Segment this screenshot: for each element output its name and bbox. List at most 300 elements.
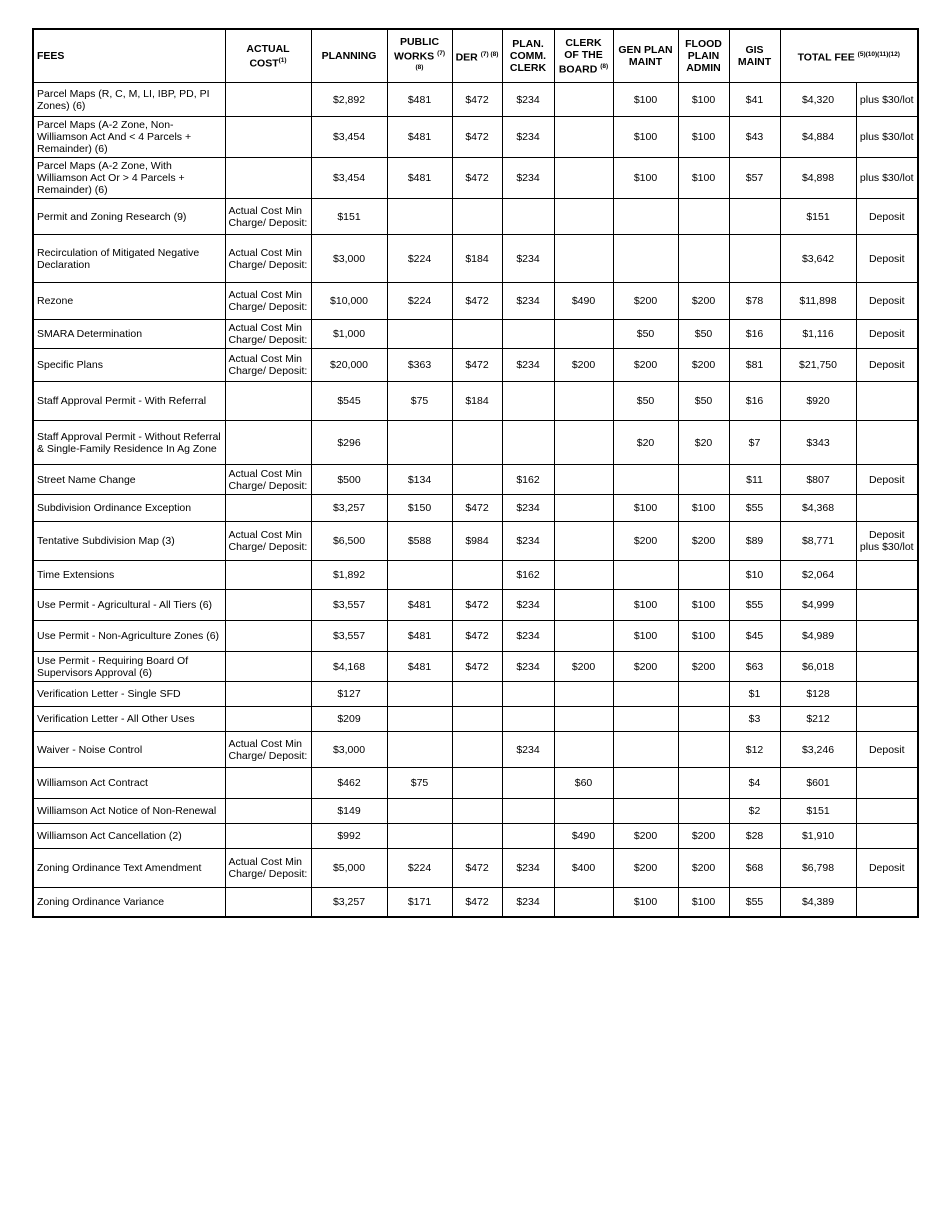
- planning-cell: $545: [311, 382, 387, 421]
- table-row: [33, 349, 918, 382]
- table-row: [33, 117, 918, 158]
- public-works-cell: [387, 320, 452, 349]
- der-cell: $472: [452, 590, 502, 621]
- fee-name-cell: Parcel Maps (A-2 Zone, With Williamson Act Or > 4 Parcels + Remainder) (6): [33, 158, 225, 199]
- actual-cost-cell: [225, 824, 311, 849]
- gis-maint-cell: $16: [729, 320, 780, 349]
- flood-plain-admin-cell: [678, 465, 729, 495]
- actual-cost-cell: [225, 682, 311, 707]
- plan-comm-clerk-cell: [502, 707, 554, 732]
- fee-schedule-table: [32, 28, 919, 918]
- public-works-cell: $171: [387, 888, 452, 917]
- fee-name-cell: Use Permit - Requiring Board Of Supervisors Approval (6): [33, 652, 225, 682]
- gis-maint-cell: $4: [729, 768, 780, 799]
- plan-comm-clerk-cell: $234: [502, 652, 554, 682]
- total-fee-cell: $4,368: [780, 495, 856, 522]
- fee-name-cell: Use Permit - Agricultural - All Tiers (6): [33, 590, 225, 621]
- fee-name-cell: Specific Plans: [33, 349, 225, 382]
- table-row: [33, 283, 918, 320]
- actual-cost-cell: [225, 768, 311, 799]
- public-works-cell: $481: [387, 117, 452, 158]
- flood-plain-admin-cell: [678, 235, 729, 283]
- clerk-of-board-cell: $490: [554, 824, 613, 849]
- gis-maint-cell: $43: [729, 117, 780, 158]
- actual-cost-cell: Actual Cost Min Charge/ Deposit:: [225, 199, 311, 235]
- plan-comm-clerk-cell: $234: [502, 349, 554, 382]
- planning-cell: $3,257: [311, 495, 387, 522]
- actual-cost-cell: [225, 83, 311, 117]
- gis-maint-cell: $11: [729, 465, 780, 495]
- actual-cost-cell: [225, 561, 311, 590]
- clerk-of-board-cell: [554, 421, 613, 465]
- planning-cell: $296: [311, 421, 387, 465]
- fee-name-cell: SMARA Determination: [33, 320, 225, 349]
- actual-cost-cell: Actual Cost Min Charge/ Deposit:: [225, 522, 311, 561]
- total-fee-cell: $3,246: [780, 732, 856, 768]
- plan-comm-clerk-cell: [502, 382, 554, 421]
- public-works-cell: $224: [387, 849, 452, 888]
- plan-comm-clerk-cell: $234: [502, 158, 554, 199]
- flood-plain-admin-cell: $100: [678, 888, 729, 917]
- fee-note-cell: [856, 799, 918, 824]
- planning-cell: $992: [311, 824, 387, 849]
- planning-cell: $6,500: [311, 522, 387, 561]
- public-works-cell: [387, 561, 452, 590]
- total-fee-cell: $807: [780, 465, 856, 495]
- plan-comm-clerk-cell: $234: [502, 495, 554, 522]
- flood-plain-admin-cell: $100: [678, 495, 729, 522]
- clerk-of-board-cell: [554, 732, 613, 768]
- flood-plain-admin-cell: [678, 799, 729, 824]
- gis-maint-cell: $55: [729, 590, 780, 621]
- plan-comm-clerk-cell: $234: [502, 283, 554, 320]
- total-fee-cell: $1,116: [780, 320, 856, 349]
- planning-cell: $151: [311, 199, 387, 235]
- gis-maint-cell: [729, 235, 780, 283]
- gen-plan-maint-cell: [613, 465, 678, 495]
- gen-plan-maint-cell: $100: [613, 83, 678, 117]
- fee-note-cell: [856, 561, 918, 590]
- fee-note-cell: plus $30/lot: [856, 83, 918, 117]
- der-cell: $184: [452, 382, 502, 421]
- public-works-cell: $481: [387, 158, 452, 199]
- gen-plan-maint-cell: $200: [613, 824, 678, 849]
- gen-plan-maint-cell: $200: [613, 849, 678, 888]
- flood-plain-admin-cell: [678, 707, 729, 732]
- flood-plain-admin-cell: $200: [678, 849, 729, 888]
- plan-comm-clerk-cell: $234: [502, 522, 554, 561]
- table-row: [33, 590, 918, 621]
- table-row: [33, 707, 918, 732]
- der-cell: $472: [452, 652, 502, 682]
- clerk-of-board-cell: [554, 522, 613, 561]
- public-works-cell: [387, 421, 452, 465]
- public-works-cell: [387, 824, 452, 849]
- der-cell: [452, 682, 502, 707]
- gis-maint-cell: $1: [729, 682, 780, 707]
- gen-plan-maint-cell: [613, 682, 678, 707]
- actual-cost-cell: Actual Cost Min Charge/ Deposit:: [225, 320, 311, 349]
- flood-plain-admin-cell: $100: [678, 158, 729, 199]
- fee-name-cell: Zoning Ordinance Variance: [33, 888, 225, 917]
- gis-maint-cell: $7: [729, 421, 780, 465]
- planning-cell: $3,557: [311, 621, 387, 652]
- flood-plain-admin-cell: [678, 561, 729, 590]
- gis-maint-cell: $63: [729, 652, 780, 682]
- gis-maint-cell: $68: [729, 849, 780, 888]
- gis-maint-cell: $3: [729, 707, 780, 732]
- clerk-of-board-cell: [554, 117, 613, 158]
- header-flood-plain-admin: FLOOD PLAIN ADMIN: [678, 29, 729, 83]
- total-fee-cell: $6,018: [780, 652, 856, 682]
- public-works-cell: $588: [387, 522, 452, 561]
- actual-cost-cell: [225, 888, 311, 917]
- total-fee-cell: $601: [780, 768, 856, 799]
- table-row: [33, 799, 918, 824]
- clerk-of-board-cell: [554, 561, 613, 590]
- actual-cost-cell: Actual Cost Min Charge/ Deposit:: [225, 235, 311, 283]
- fee-note-cell: Deposit: [856, 849, 918, 888]
- planning-cell: $3,557: [311, 590, 387, 621]
- fee-name-cell: Use Permit - Non-Agriculture Zones (6): [33, 621, 225, 652]
- actual-cost-cell: Actual Cost Min Charge/ Deposit:: [225, 349, 311, 382]
- plan-comm-clerk-cell: [502, 682, 554, 707]
- total-fee-cell: $2,064: [780, 561, 856, 590]
- clerk-of-board-cell: $490: [554, 283, 613, 320]
- gis-maint-cell: $12: [729, 732, 780, 768]
- clerk-of-board-cell: $60: [554, 768, 613, 799]
- table-row: [33, 768, 918, 799]
- gen-plan-maint-cell: $100: [613, 888, 678, 917]
- fee-note-cell: [856, 682, 918, 707]
- plan-comm-clerk-cell: $234: [502, 849, 554, 888]
- planning-cell: $20,000: [311, 349, 387, 382]
- planning-cell: $127: [311, 682, 387, 707]
- clerk-of-board-cell: [554, 158, 613, 199]
- clerk-of-board-cell: [554, 799, 613, 824]
- total-fee-cell: $4,898: [780, 158, 856, 199]
- gis-maint-cell: $78: [729, 283, 780, 320]
- gis-maint-cell: $16: [729, 382, 780, 421]
- planning-cell: $1,892: [311, 561, 387, 590]
- fee-note-cell: Deposit plus $30/lot: [856, 522, 918, 561]
- fee-name-cell: Time Extensions: [33, 561, 225, 590]
- actual-cost-cell: [225, 799, 311, 824]
- plan-comm-clerk-cell: [502, 199, 554, 235]
- header-row: [33, 29, 918, 83]
- fee-note-cell: [856, 382, 918, 421]
- total-fee-cell: $4,320: [780, 83, 856, 117]
- der-cell: $472: [452, 158, 502, 199]
- fee-note-cell: Deposit: [856, 732, 918, 768]
- fee-note-cell: [856, 768, 918, 799]
- planning-cell: $500: [311, 465, 387, 495]
- clerk-of-board-cell: [554, 888, 613, 917]
- der-cell: [452, 824, 502, 849]
- fee-name-cell: Permit and Zoning Research (9): [33, 199, 225, 235]
- total-fee-cell: $343: [780, 421, 856, 465]
- fee-note-cell: plus $30/lot: [856, 117, 918, 158]
- total-fee-cell: $4,989: [780, 621, 856, 652]
- public-works-cell: $150: [387, 495, 452, 522]
- gen-plan-maint-cell: [613, 732, 678, 768]
- der-cell: $472: [452, 621, 502, 652]
- public-works-cell: [387, 732, 452, 768]
- plan-comm-clerk-cell: [502, 421, 554, 465]
- der-cell: [452, 199, 502, 235]
- public-works-cell: $363: [387, 349, 452, 382]
- actual-cost-cell: [225, 652, 311, 682]
- fee-name-cell: Rezone: [33, 283, 225, 320]
- actual-cost-cell: [225, 117, 311, 158]
- flood-plain-admin-cell: $100: [678, 590, 729, 621]
- clerk-of-board-cell: [554, 682, 613, 707]
- header-planning: PLANNING: [311, 29, 387, 83]
- public-works-cell: $481: [387, 621, 452, 652]
- gis-maint-cell: $57: [729, 158, 780, 199]
- fee-name-cell: Subdivision Ordinance Exception: [33, 495, 225, 522]
- der-cell: [452, 320, 502, 349]
- flood-plain-admin-cell: $20: [678, 421, 729, 465]
- fee-name-cell: Zoning Ordinance Text Amendment: [33, 849, 225, 888]
- table-row: [33, 465, 918, 495]
- clerk-of-board-cell: [554, 590, 613, 621]
- table-row: [33, 158, 918, 199]
- clerk-of-board-cell: $200: [554, 349, 613, 382]
- fee-name-cell: Williamson Act Notice of Non-Renewal: [33, 799, 225, 824]
- table-row: [33, 320, 918, 349]
- header-der: DER $^{(7) (8)}$: [452, 29, 502, 83]
- flood-plain-admin-cell: [678, 732, 729, 768]
- der-cell: [452, 799, 502, 824]
- actual-cost-cell: [225, 590, 311, 621]
- der-cell: [452, 707, 502, 732]
- gis-maint-cell: [729, 199, 780, 235]
- der-cell: $184: [452, 235, 502, 283]
- planning-cell: $2,892: [311, 83, 387, 117]
- public-works-cell: [387, 707, 452, 732]
- gen-plan-maint-cell: $100: [613, 117, 678, 158]
- header-gen-plan-maint: GEN PLAN MAINT: [613, 29, 678, 83]
- actual-cost-cell: [225, 707, 311, 732]
- public-works-cell: $481: [387, 83, 452, 117]
- table-row: [33, 732, 918, 768]
- fee-note-cell: Deposit: [856, 199, 918, 235]
- plan-comm-clerk-cell: $234: [502, 235, 554, 283]
- fee-name-cell: Waiver - Noise Control: [33, 732, 225, 768]
- clerk-of-board-cell: [554, 707, 613, 732]
- header-total-fee: TOTAL FEE $^{(5)(10)(11)(12)}$: [780, 29, 918, 83]
- der-cell: [452, 421, 502, 465]
- fee-note-cell: plus $30/lot: [856, 158, 918, 199]
- planning-cell: $3,454: [311, 158, 387, 199]
- der-cell: [452, 465, 502, 495]
- total-fee-cell: $4,884: [780, 117, 856, 158]
- planning-cell: $3,454: [311, 117, 387, 158]
- plan-comm-clerk-cell: [502, 824, 554, 849]
- gen-plan-maint-cell: $200: [613, 652, 678, 682]
- der-cell: [452, 732, 502, 768]
- table-row: [33, 199, 918, 235]
- flood-plain-admin-cell: [678, 682, 729, 707]
- flood-plain-admin-cell: $50: [678, 382, 729, 421]
- gen-plan-maint-cell: $100: [613, 590, 678, 621]
- plan-comm-clerk-cell: [502, 320, 554, 349]
- clerk-of-board-cell: [554, 199, 613, 235]
- fee-note-cell: Deposit: [856, 320, 918, 349]
- gen-plan-maint-cell: [613, 235, 678, 283]
- fee-note-cell: [856, 824, 918, 849]
- plan-comm-clerk-cell: $162: [502, 561, 554, 590]
- fee-name-cell: Staff Approval Permit - With Referral: [33, 382, 225, 421]
- total-fee-cell: $128: [780, 682, 856, 707]
- flood-plain-admin-cell: $200: [678, 522, 729, 561]
- table-row: [33, 495, 918, 522]
- total-fee-cell: $11,898: [780, 283, 856, 320]
- flood-plain-admin-cell: $100: [678, 621, 729, 652]
- fee-table-body: [33, 83, 918, 917]
- planning-cell: $10,000: [311, 283, 387, 320]
- public-works-cell: $134: [387, 465, 452, 495]
- der-cell: $472: [452, 888, 502, 917]
- actual-cost-cell: Actual Cost Min Charge/ Deposit:: [225, 849, 311, 888]
- header-plan-comm-clerk: PLAN. COMM. CLERK: [502, 29, 554, 83]
- fee-name-cell: Parcel Maps (R, C, M, LI, IBP, PD, PI Zones) (6): [33, 83, 225, 117]
- fee-name-cell: Williamson Act Contract: [33, 768, 225, 799]
- fee-name-cell: Recirculation of Mitigated Negative Declaration: [33, 235, 225, 283]
- fee-name-cell: Verification Letter - All Other Uses: [33, 707, 225, 732]
- planning-cell: $3,257: [311, 888, 387, 917]
- public-works-cell: $224: [387, 235, 452, 283]
- flood-plain-admin-cell: $50: [678, 320, 729, 349]
- der-cell: [452, 561, 502, 590]
- public-works-cell: [387, 682, 452, 707]
- fee-note-cell: [856, 621, 918, 652]
- fee-note-cell: Deposit: [856, 349, 918, 382]
- planning-cell: $4,168: [311, 652, 387, 682]
- table-row: [33, 421, 918, 465]
- total-fee-cell: $920: [780, 382, 856, 421]
- gen-plan-maint-cell: [613, 199, 678, 235]
- header-public-works: PUBLIC WORKS $^{(7) (8)}$: [387, 29, 452, 83]
- fee-note-cell: [856, 707, 918, 732]
- gis-maint-cell: $81: [729, 349, 780, 382]
- der-cell: $472: [452, 495, 502, 522]
- table-row: [33, 235, 918, 283]
- actual-cost-cell: [225, 158, 311, 199]
- total-fee-cell: $212: [780, 707, 856, 732]
- flood-plain-admin-cell: $200: [678, 283, 729, 320]
- flood-plain-admin-cell: $100: [678, 83, 729, 117]
- fee-note-cell: Deposit: [856, 235, 918, 283]
- actual-cost-cell: [225, 421, 311, 465]
- fee-name-cell: Street Name Change: [33, 465, 225, 495]
- table-row: [33, 83, 918, 117]
- planning-cell: $209: [311, 707, 387, 732]
- fee-name-cell: Tentative Subdivision Map (3): [33, 522, 225, 561]
- table-row: [33, 382, 918, 421]
- plan-comm-clerk-cell: $234: [502, 732, 554, 768]
- fee-note-cell: [856, 421, 918, 465]
- gen-plan-maint-cell: $20: [613, 421, 678, 465]
- plan-comm-clerk-cell: $234: [502, 590, 554, 621]
- public-works-cell: [387, 199, 452, 235]
- gen-plan-maint-cell: [613, 799, 678, 824]
- fee-note-cell: Deposit: [856, 283, 918, 320]
- plan-comm-clerk-cell: $234: [502, 888, 554, 917]
- header-gis-maint: GIS MAINT: [729, 29, 780, 83]
- der-cell: $472: [452, 117, 502, 158]
- der-cell: $472: [452, 83, 502, 117]
- gis-maint-cell: $45: [729, 621, 780, 652]
- der-cell: $472: [452, 349, 502, 382]
- table-row: [33, 652, 918, 682]
- der-cell: $984: [452, 522, 502, 561]
- fee-note-cell: [856, 652, 918, 682]
- total-fee-cell: $3,642: [780, 235, 856, 283]
- gen-plan-maint-cell: $100: [613, 495, 678, 522]
- header-fees: FEES: [33, 29, 225, 83]
- actual-cost-cell: [225, 621, 311, 652]
- actual-cost-cell: [225, 382, 311, 421]
- flood-plain-admin-cell: $100: [678, 117, 729, 158]
- total-fee-cell: $1,910: [780, 824, 856, 849]
- table-row: [33, 849, 918, 888]
- clerk-of-board-cell: [554, 621, 613, 652]
- clerk-of-board-cell: [554, 83, 613, 117]
- flood-plain-admin-cell: $200: [678, 824, 729, 849]
- clerk-of-board-cell: $200: [554, 652, 613, 682]
- gen-plan-maint-cell: $100: [613, 158, 678, 199]
- der-cell: $472: [452, 849, 502, 888]
- fee-note-cell: [856, 495, 918, 522]
- gen-plan-maint-cell: $50: [613, 320, 678, 349]
- plan-comm-clerk-cell: $234: [502, 117, 554, 158]
- gen-plan-maint-cell: $50: [613, 382, 678, 421]
- clerk-of-board-cell: [554, 235, 613, 283]
- table-row: [33, 888, 918, 917]
- gen-plan-maint-cell: [613, 707, 678, 732]
- gen-plan-maint-cell: $200: [613, 283, 678, 320]
- plan-comm-clerk-cell: $162: [502, 465, 554, 495]
- public-works-cell: $224: [387, 283, 452, 320]
- clerk-of-board-cell: [554, 320, 613, 349]
- public-works-cell: $481: [387, 590, 452, 621]
- planning-cell: $462: [311, 768, 387, 799]
- der-cell: [452, 768, 502, 799]
- gen-plan-maint-cell: $200: [613, 349, 678, 382]
- gis-maint-cell: $10: [729, 561, 780, 590]
- planning-cell: $5,000: [311, 849, 387, 888]
- planning-cell: $1,000: [311, 320, 387, 349]
- flood-plain-admin-cell: $200: [678, 349, 729, 382]
- table-row: [33, 522, 918, 561]
- total-fee-cell: $4,389: [780, 888, 856, 917]
- actual-cost-cell: Actual Cost Min Charge/ Deposit:: [225, 465, 311, 495]
- gis-maint-cell: $28: [729, 824, 780, 849]
- gen-plan-maint-cell: [613, 561, 678, 590]
- total-fee-cell: $21,750: [780, 349, 856, 382]
- clerk-of-board-cell: [554, 465, 613, 495]
- fee-name-cell: Verification Letter - Single SFD: [33, 682, 225, 707]
- plan-comm-clerk-cell: $234: [502, 621, 554, 652]
- public-works-cell: $481: [387, 652, 452, 682]
- planning-cell: $149: [311, 799, 387, 824]
- gis-maint-cell: $55: [729, 888, 780, 917]
- gis-maint-cell: $55: [729, 495, 780, 522]
- plan-comm-clerk-cell: $234: [502, 83, 554, 117]
- table-row: [33, 682, 918, 707]
